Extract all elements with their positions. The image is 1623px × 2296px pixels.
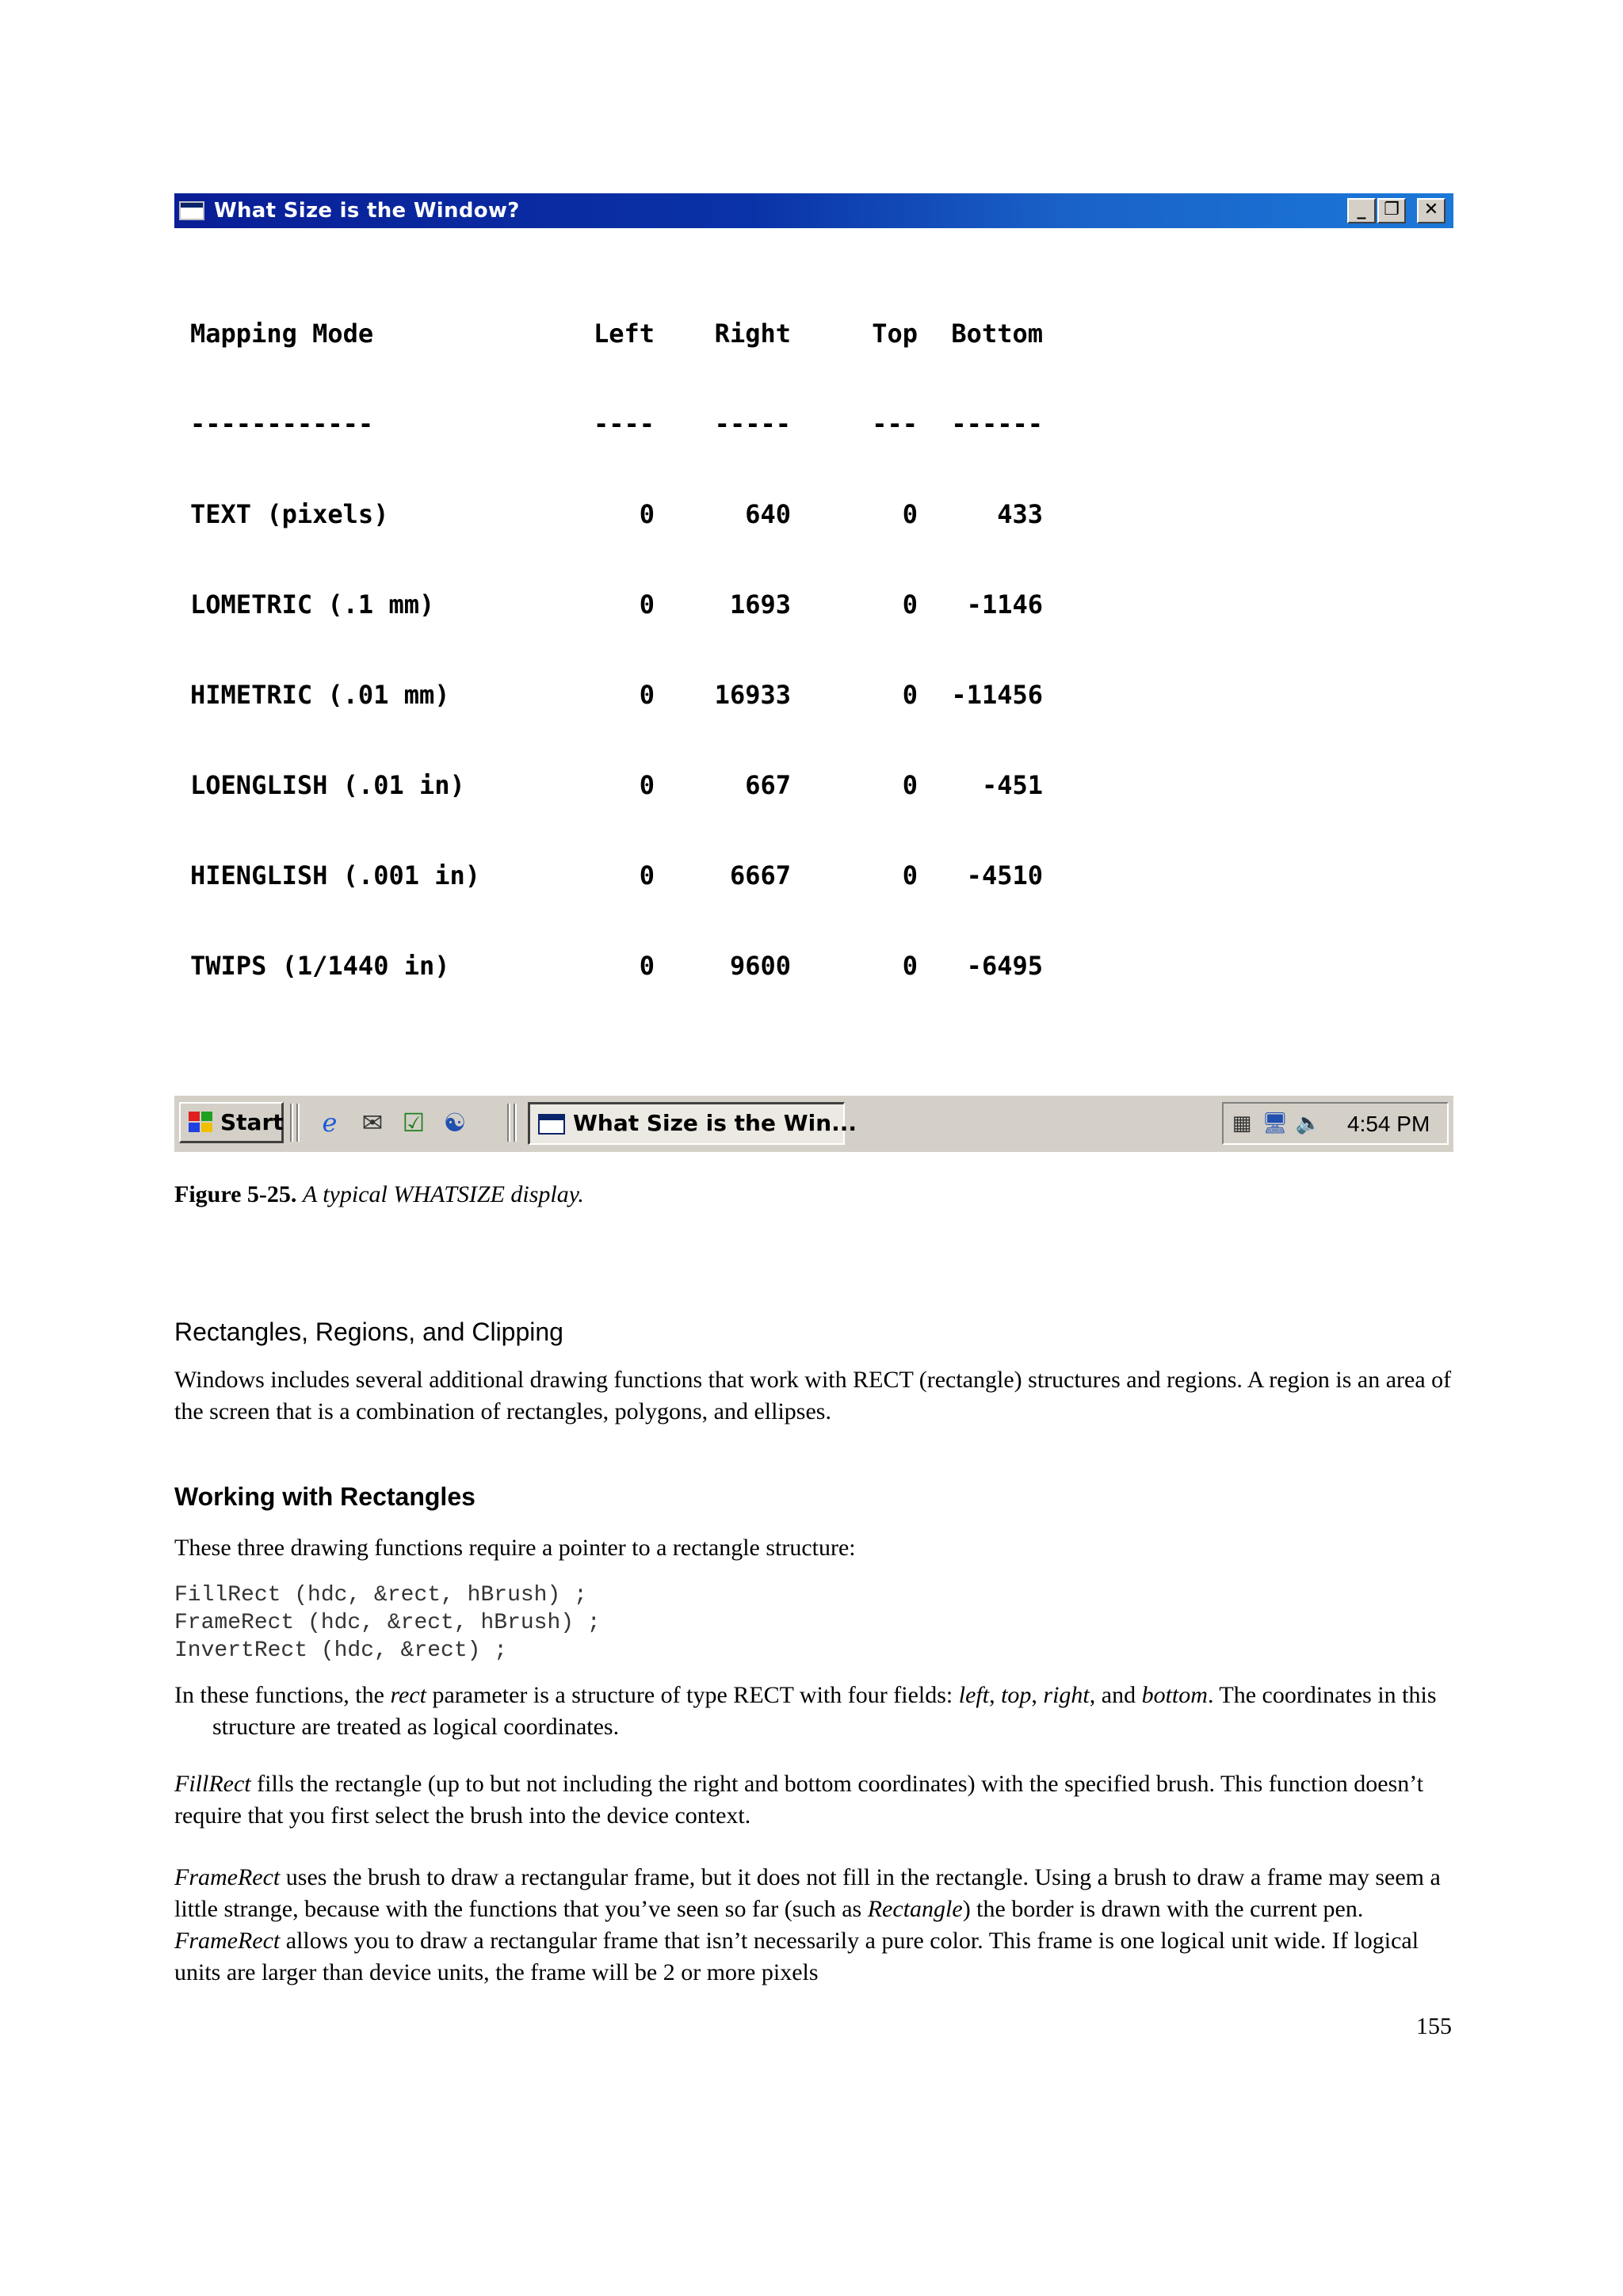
table-row	[190, 589, 1062, 620]
start-button[interactable]	[179, 1102, 284, 1143]
taskbar-separator	[290, 1104, 293, 1142]
cell-left: 0	[639, 499, 655, 529]
cell-bottom: -6495	[966, 951, 1043, 981]
underline-bottom: ------	[951, 409, 1043, 439]
window-app-icon[interactable]	[179, 201, 204, 220]
term-framerect: FrameRect	[174, 1928, 281, 1954]
task-button-whatsize[interactable]	[528, 1102, 857, 1145]
cell-bottom: -4510	[966, 860, 1043, 891]
cell-left: 0	[639, 680, 655, 710]
cell-bottom: -11456	[951, 680, 1043, 710]
header-mapping-mode: Mapping Mode	[190, 318, 374, 349]
cell-top: 0	[902, 499, 918, 529]
section-heading: Rectangles, Regions, and Clipping	[174, 1318, 563, 1346]
cell-mode: TWIPS (1/1440 in)	[190, 951, 450, 981]
text: , and	[1089, 1682, 1142, 1708]
volume-icon[interactable]: 🔈	[1295, 1112, 1322, 1135]
cell-top: 0	[902, 589, 918, 620]
cell-right: 667	[745, 770, 791, 800]
scheduler-icon[interactable]: ▦	[1232, 1112, 1252, 1135]
cell-right: 9600	[729, 951, 791, 981]
underline-mapping-mode: ------------	[190, 409, 374, 439]
underline-right: -----	[714, 409, 791, 439]
maximize-button[interactable]: ❐	[1377, 198, 1406, 223]
cell-top: 0	[902, 680, 918, 710]
window-app-icon	[538, 1114, 565, 1135]
figure-label: Figure 5-25.	[174, 1181, 297, 1207]
minimize-button[interactable]: _	[1347, 198, 1376, 223]
lead-in-paragraph: These three drawing functions require a pointer to a rectangle structure:	[174, 1535, 856, 1561]
term-rect: rect	[390, 1682, 426, 1708]
show-desktop-icon[interactable]: ☑	[402, 1108, 426, 1138]
close-button[interactable]: ✕	[1417, 198, 1445, 223]
cell-bottom: 433	[997, 499, 1043, 529]
text: allows you to draw a rectangular frame that isn’t necessarily a pure color. This frame is one logical unit wide. If logical units are larger than device units, the frame will be 2 or more pixels	[174, 1928, 1419, 1985]
cell-bottom: -451	[981, 770, 1043, 800]
header-right: Right	[714, 318, 791, 349]
taskbar-separator	[296, 1104, 300, 1142]
text: fills the rectangle (up to but not including the right and bottom coordinates) with the specified brush. This function doesn’t require that you first select the brush into the device context.	[174, 1771, 1424, 1829]
cell-right: 6667	[729, 860, 791, 891]
header-bottom: Bottom	[951, 318, 1043, 349]
text: parameter is a structure of type RECT with four fields:	[426, 1682, 959, 1708]
cell-left: 0	[639, 860, 655, 891]
text: In these functions, the	[174, 1682, 391, 1708]
page-number: 155	[1416, 2013, 1452, 2039]
cell-right: 16933	[714, 680, 791, 710]
figure-caption-text: A typical WHATSIZE display.	[302, 1181, 584, 1207]
framerect-paragraph	[174, 1862, 1458, 1989]
intro-paragraph: Windows includes several additional drawing functions that work with RECT (rectangle) structures and regions. A region is an area of the screen that is a combination of rectangles, polygons, and ellipses.	[174, 1367, 1452, 1425]
cell-bottom: -1146	[966, 589, 1043, 620]
taskbar-separator	[514, 1104, 517, 1142]
clock[interactable]: 4:54 PM	[1347, 1112, 1430, 1136]
window-client-area	[190, 258, 1062, 1041]
rect-paragraph	[174, 1680, 1496, 1743]
windows-logo-icon	[187, 1110, 214, 1134]
text: ,	[1031, 1682, 1044, 1708]
underline-left: ----	[593, 409, 655, 439]
table-row	[190, 680, 1062, 710]
underline-top: ---	[872, 409, 918, 439]
code-line: InvertRect (hdc, &rect) ;	[174, 1638, 508, 1663]
text: ,	[989, 1682, 1002, 1708]
table-row	[190, 770, 1062, 800]
taskbar-separator	[507, 1104, 510, 1142]
term-right: right	[1043, 1682, 1090, 1708]
header-top: Top	[872, 318, 918, 349]
cell-left: 0	[639, 770, 655, 800]
code-block	[174, 1581, 601, 1665]
term-bottom: bottom	[1141, 1682, 1208, 1708]
cell-top: 0	[902, 860, 918, 891]
fillrect-paragraph	[174, 1768, 1458, 1832]
table-row	[190, 499, 1062, 529]
term-framerect: FrameRect	[174, 1864, 281, 1890]
cell-mode: LOENGLISH (.01 in)	[190, 770, 465, 800]
cell-right: 1693	[729, 589, 791, 620]
cell-left: 0	[639, 589, 655, 620]
cell-left: 0	[639, 951, 655, 981]
code-line: FrameRect (hdc, &rect, hBrush) ;	[174, 1611, 601, 1635]
term-left: left	[958, 1682, 990, 1708]
table-header-row	[190, 318, 1062, 349]
taskbar	[174, 1093, 1453, 1152]
cell-right: 640	[745, 499, 791, 529]
text: uses the brush to draw a rectangular frame, but it does not fill in the rectangle. Using a brush to draw a frame may seem a little strange, because with the functions that you’ve seen so far (such as	[174, 1864, 1441, 1922]
header-left: Left	[593, 318, 655, 349]
cell-mode: TEXT (pixels)	[190, 499, 389, 529]
subsection-heading: Working with Rectangles	[174, 1482, 475, 1511]
term-rectangle: Rectangle	[867, 1896, 963, 1922]
code-line: FillRect (hdc, &rect, hBrush) ;	[174, 1583, 587, 1608]
network-icon[interactable]: 🖥	[1262, 1112, 1289, 1135]
task-button-label: What Size is the Win...	[573, 1110, 857, 1136]
window-title-bar[interactable]	[174, 193, 1453, 228]
window-title: What Size is the Window?	[214, 199, 520, 223]
start-label: Start	[220, 1109, 284, 1135]
internet-explorer-icon[interactable]: ℯ	[322, 1108, 338, 1138]
outlook-express-icon[interactable]: ✉	[361, 1108, 384, 1138]
table-row	[190, 860, 1062, 891]
term-fillrect: FillRect	[174, 1771, 251, 1797]
cell-mode: LOMETRIC (.1 mm)	[190, 589, 435, 620]
table-underline-row	[190, 409, 1062, 439]
whatsize-window-screenshot	[174, 193, 1453, 1152]
channels-icon[interactable]: ☯	[443, 1108, 467, 1138]
cell-top: 0	[902, 951, 918, 981]
figure-caption	[174, 1180, 584, 1209]
cell-top: 0	[902, 770, 918, 800]
cell-mode: HIMETRIC (.01 mm)	[190, 680, 450, 710]
cell-mode: HIENGLISH (.001 in)	[190, 860, 481, 891]
text: ) the border is drawn with the current pen.	[962, 1896, 1364, 1922]
table-row	[190, 951, 1062, 981]
system-tray	[1222, 1102, 1449, 1145]
text: . The coordinates in this structure are treated as logical coordinates.	[212, 1682, 1437, 1740]
term-top: top	[1001, 1682, 1032, 1708]
